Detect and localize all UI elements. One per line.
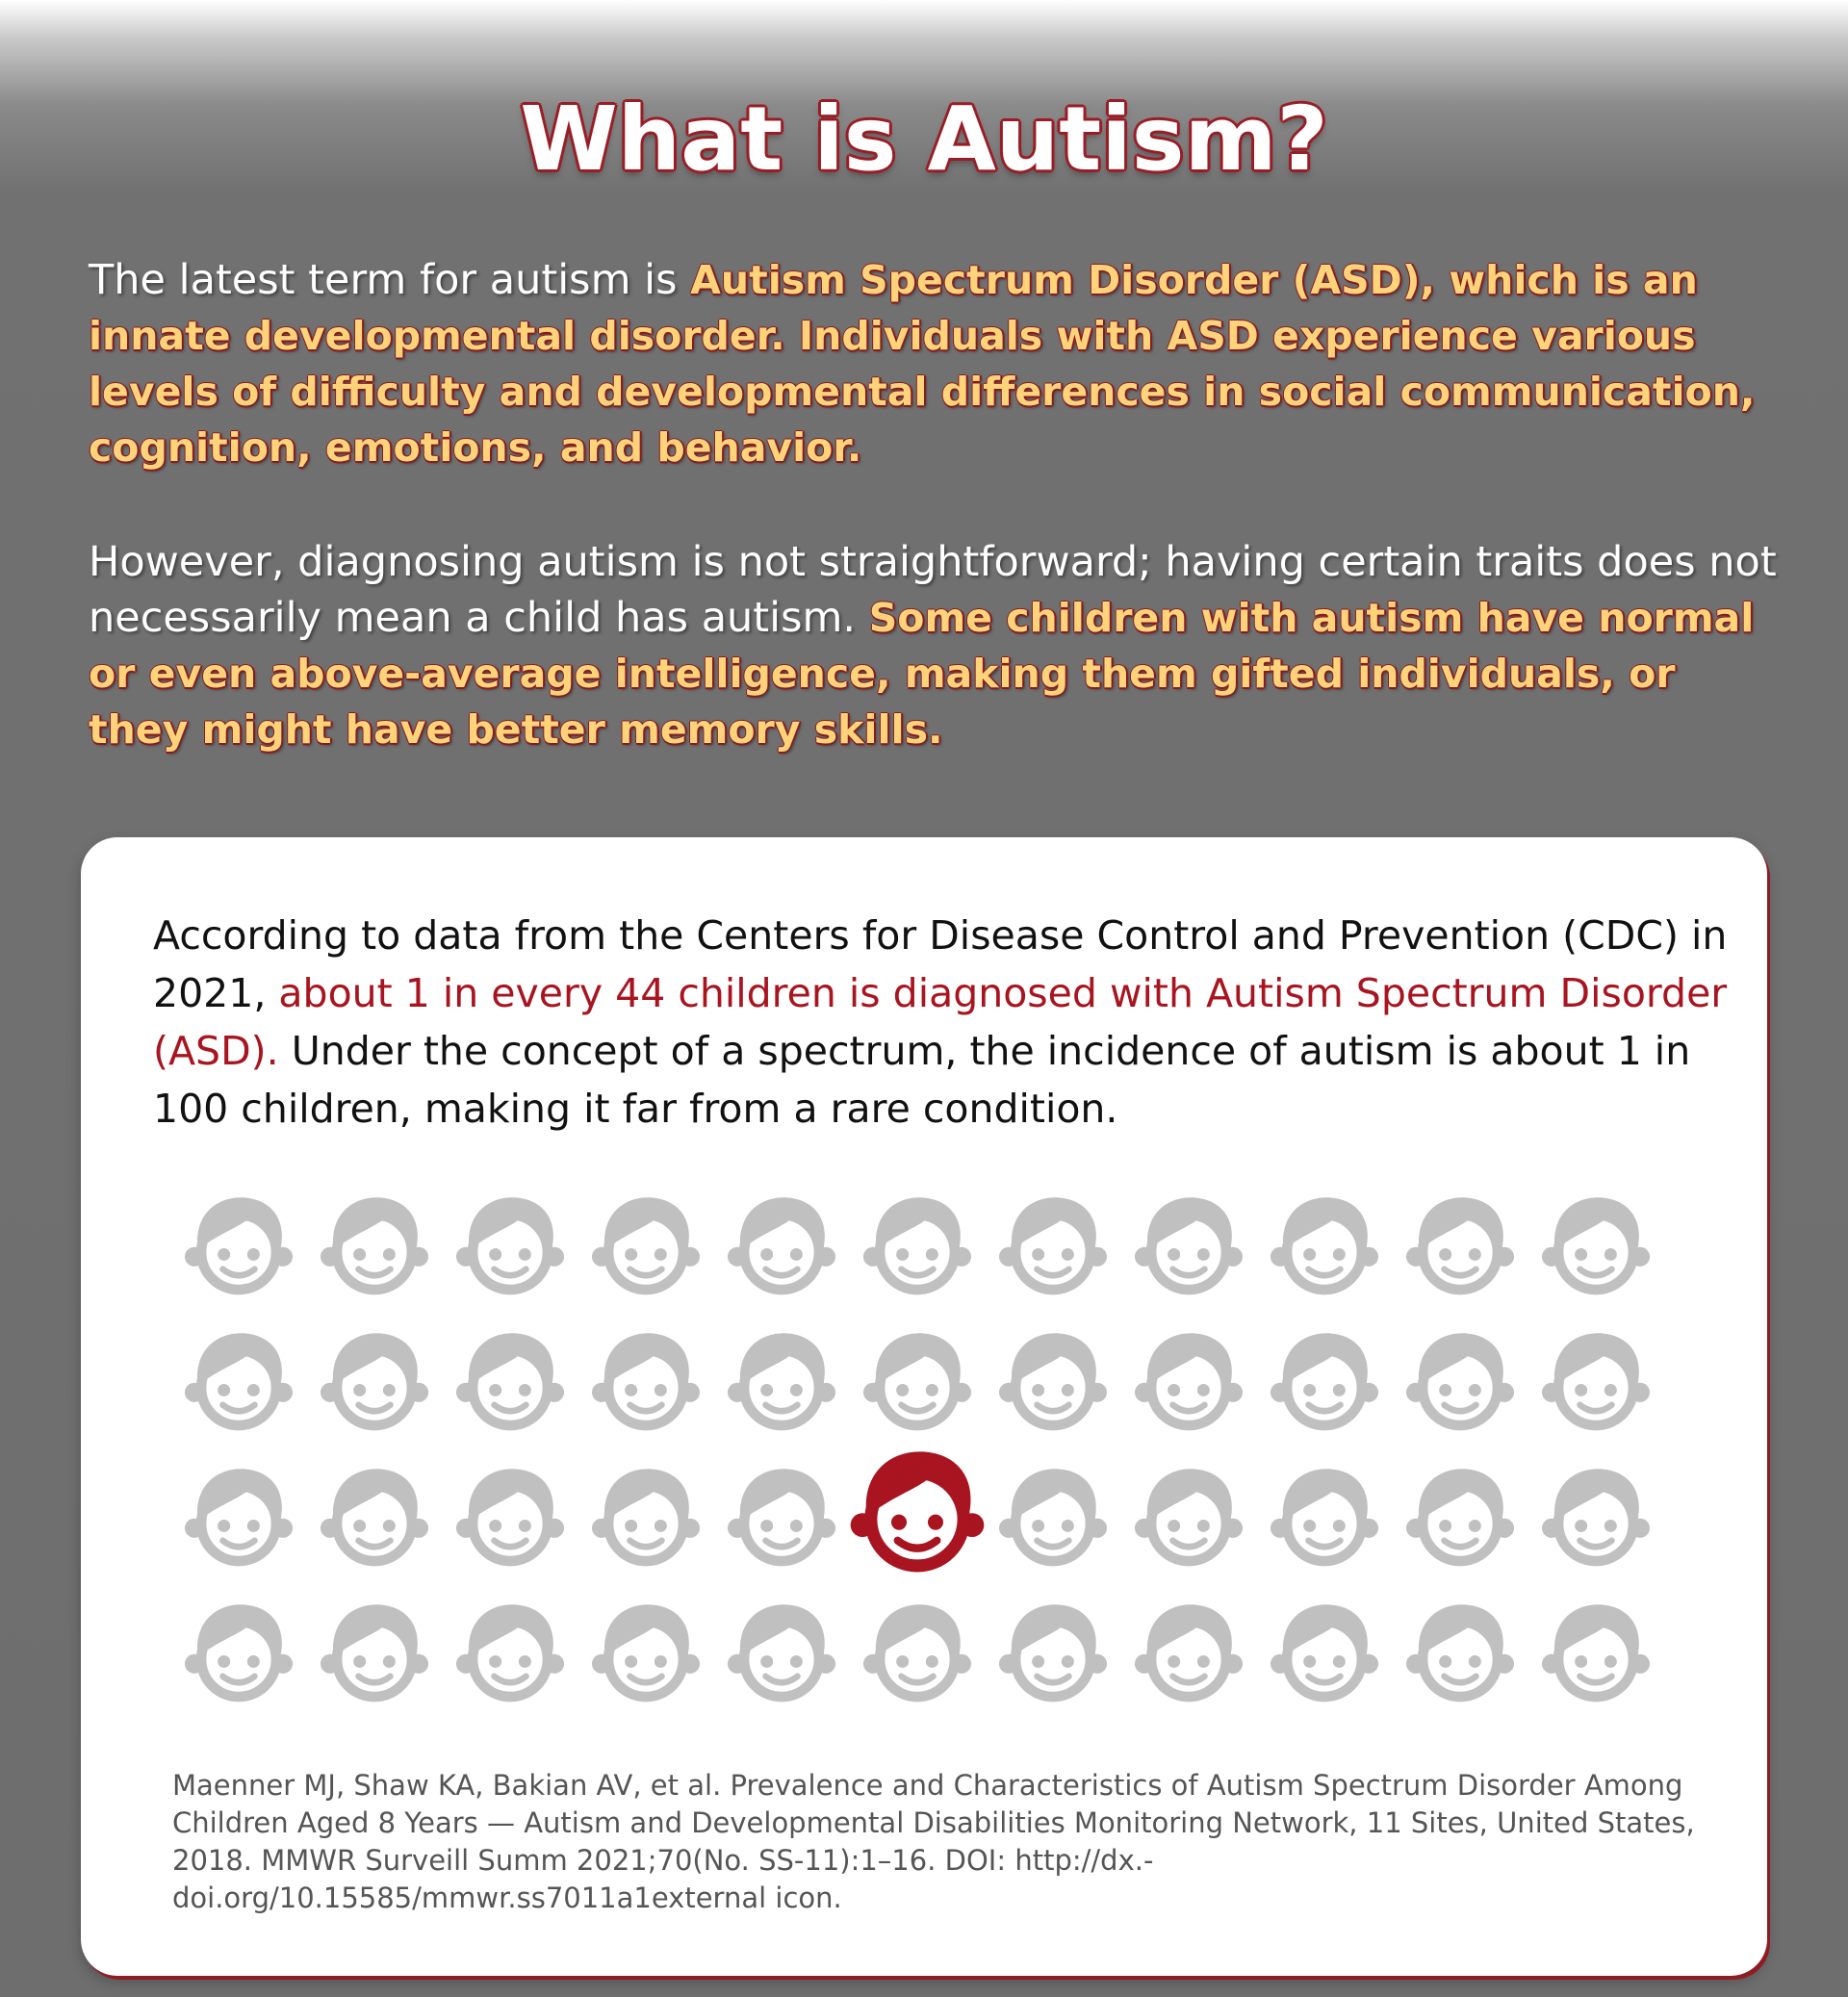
child-face-icon xyxy=(318,1324,431,1438)
child-face-icon xyxy=(860,1324,974,1438)
highlighted-child-face-icon xyxy=(847,1441,988,1581)
child-face-icon xyxy=(1132,1324,1245,1438)
child-face-icon xyxy=(1268,1460,1381,1574)
child-face-icon xyxy=(453,1324,567,1438)
cdc-statistic-text xyxy=(153,907,1732,1138)
intro-2-highlight-text: Some children with autism have normal or even above-average intelligence, making them gifted individuals, or they might have better memory skills. xyxy=(89,595,1755,753)
cdc-text-start: According to data from the Centers for Disease Control and Prevention (CDC) in 2021, xyxy=(153,912,1728,1016)
child-face-icon xyxy=(860,1596,974,1709)
child-face-icon xyxy=(725,1460,838,1574)
child-face-icon xyxy=(1132,1596,1245,1709)
intro-paragraph-2 xyxy=(89,534,1783,757)
child-face-icon xyxy=(318,1460,431,1574)
child-face-icon xyxy=(996,1189,1110,1302)
page-title: What is Autism? xyxy=(520,88,1328,191)
child-face-icon xyxy=(182,1460,295,1574)
child-face-icon xyxy=(1403,1324,1517,1438)
child-face-icon xyxy=(996,1324,1110,1438)
child-face-icon xyxy=(453,1460,567,1574)
child-face-icon xyxy=(1268,1324,1381,1438)
child-face-icon xyxy=(1539,1596,1653,1709)
child-face-icon xyxy=(182,1324,295,1438)
child-face-icon xyxy=(453,1189,567,1302)
child-face-icon xyxy=(318,1596,431,1709)
intro-2-plain-text: However, diagnosing autism is not straightforward; having certain traits does not necessarily mean a child has autism. xyxy=(89,538,1777,642)
child-face-icon xyxy=(453,1596,567,1709)
intro-1-highlight-text: Autism Spectrum Disorder (ASD), which is an innate developmental disorder. Individuals with ASD experience various levels of difficulty and developmental differences in social communication, cognition, emotions, and behavior. xyxy=(89,257,1756,471)
child-face-icon xyxy=(1403,1460,1517,1574)
child-face-icon xyxy=(1403,1189,1517,1302)
child-face-icon xyxy=(589,1324,703,1438)
statistics-card xyxy=(81,837,1767,1976)
child-face-icon xyxy=(1539,1460,1653,1574)
child-face-icon xyxy=(1132,1460,1245,1574)
child-face-icon xyxy=(1403,1596,1517,1709)
child-face-icon xyxy=(589,1189,703,1302)
child-face-icon xyxy=(1132,1189,1245,1302)
intro-1-plain-text: The latest term for autism is xyxy=(89,256,691,304)
child-face-icon xyxy=(589,1460,703,1574)
child-face-icon xyxy=(725,1324,838,1438)
child-face-icon xyxy=(1268,1189,1381,1302)
child-icon-grid xyxy=(182,1189,1664,1699)
child-face-icon xyxy=(318,1189,431,1302)
child-face-icon xyxy=(182,1189,295,1302)
child-face-icon xyxy=(725,1189,838,1302)
child-face-icon xyxy=(725,1596,838,1709)
child-face-icon xyxy=(996,1596,1110,1709)
child-face-icon xyxy=(996,1460,1110,1574)
child-face-icon xyxy=(182,1596,295,1709)
cdc-text-highlight: about 1 in every 44 children is diagnosed with Autism Spectrum Disorder (ASD). xyxy=(153,970,1728,1074)
child-face-icon xyxy=(1268,1596,1381,1709)
intro-paragraph-1 xyxy=(89,252,1783,475)
citation: Maenner MJ, Shaw KA, Bakian AV, et al. Prevalence and Characteristics of Autism Spectrum Disorder Among Children Aged 8 Years — Autism and Developmental Disabilities Monitoring Network, 11 Sites, United States, 2018. MMWR Surveill Summ 2021;70(No. SS-11):1–16. DOI: http://dx.-doi.org/10.15585/mmwr.ss7011a1external icon. xyxy=(172,1769,1695,1914)
child-face-icon xyxy=(860,1189,974,1302)
child-face-icon xyxy=(589,1596,703,1709)
cdc-text-end: Under the concept of a spectrum, the incidence of autism is about 1 in 100 children, making it far from a rare condition. xyxy=(153,1028,1691,1132)
child-face-icon xyxy=(1539,1324,1653,1438)
child-face-icon xyxy=(1539,1189,1653,1302)
